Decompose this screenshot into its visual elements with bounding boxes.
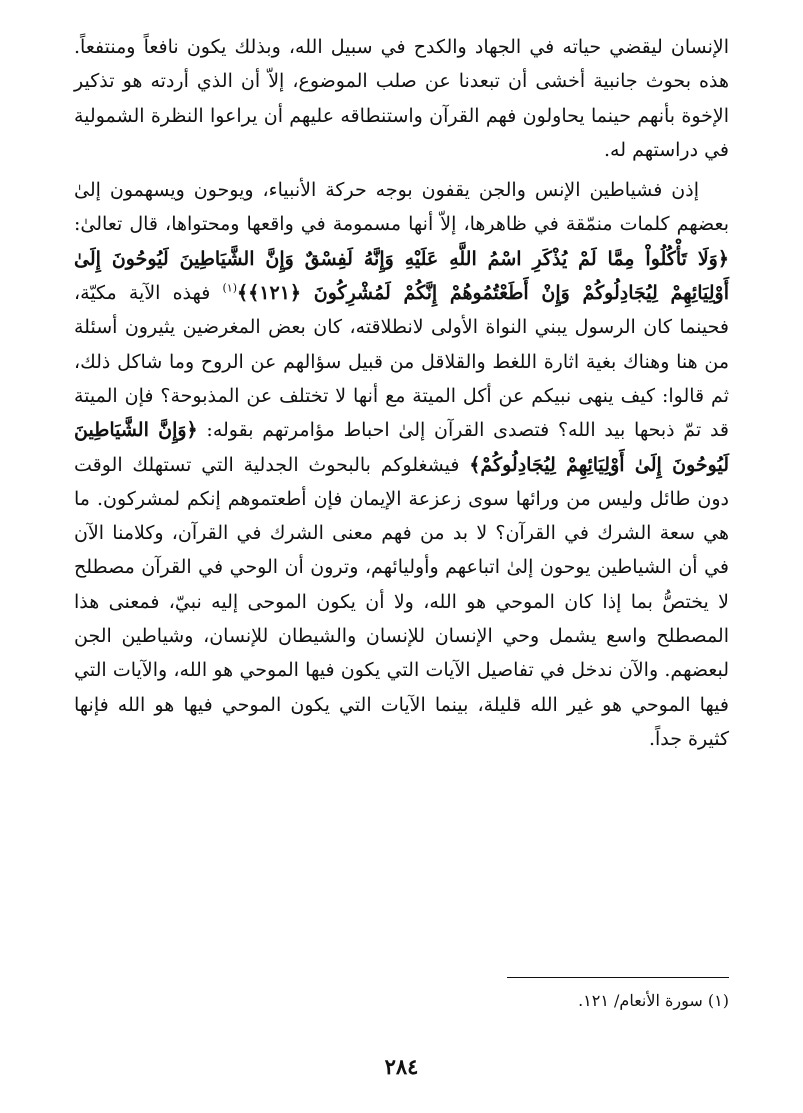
page-body <box>74 30 729 756</box>
paragraph-1: الإنسان ليقضي حياته في الجهاد والكدح في سبيل الله، وبذلك يكون نافعاً ومنتفعاً. هذه بحوث جانبية أخشى أن تبعدنا عن صلب الموضوع، إلاّ أن الذي أردته هو تذكير الإخوة بأنهم حينما يحاولون فهم القرآن واستنطاقه عليهم أن يراعوا النظرة الشمولية في دراستهم له. <box>74 36 729 161</box>
footnote-divider <box>507 977 729 978</box>
paragraph-2-text-a: إذن فشياطين الإنس والجن يقفون بوجه حركة الأنبياء، ويوحون ويسهمون إلىٰ بعضهم كلمات منمّقة في ظاهرها، إلاّ أنها مسمومة في واقعها ومحتواها، قال تعالىٰ: <box>74 179 729 236</box>
paragraph-2-text-c: فيشغلوكم بالبحوث الجدلية التي تستهلك الوقت دون طائل وليس من ورائها سوى زعزعة الإيمان فإن أطعتموهم إنكم لمشركون. ما هي سعة الشرك في القرآن؟ لا بد من فهم معنى الشرك في القرآن، وكلامنا الآن في أن الشياطين يوحون إلىٰ اتباعهم وأوليائهم، وترون أن الوحي في القرآن مصطلح لا يختصُّ بما إذا كان الموحي هو الله، ولا أن يكون الموحى إليه نبيّ، فمعنى هذا المصطلح واسع يشمل وحي الإنسان للإنسان والشيطان للإنسان، وشياطين الجن لبعضهم. والآن ندخل في تفاصيل الآيات التي يكون فيها الموحي هو الله، والآيات التي فيها الموحي هو غير الله قليلة، بينما الآيات التي يكون الموحي فيها هو الله فإنها كثيرة جداً. <box>74 453 729 750</box>
footnote: (١) سورة الأنعام/ ١٢١. <box>578 991 729 1010</box>
page-number: ٢٨٤ <box>384 1054 419 1079</box>
paragraph-2 <box>74 173 729 756</box>
footnote-reference: (١) <box>222 281 238 295</box>
quran-verse-1: ﴿وَلَا تَأْكُلُواْ مِمَّا لَمْ يُذْكَرِ اسْمُ اللَّهِ عَلَيْهِ وَإِنَّهُ لَفِسْقٌ وَإِنَّ الشَّيَاطِينَ لَيُوحُونَ إِلَىٰ أَوْلِيَائِهِمْ لِيُجَادِلُوكُمْ وَإِنْ أَطَعْتُمُوهُمْ إِنَّكُمْ لَمُشْرِكُونَ ﴿١٢١﴾﴾ <box>74 247 729 305</box>
quran-verse-2: ﴿وَإِنَّ الشَّيَاطِينَ لَيُوحُونَ إِلَىٰ أَوْلِيَائِهِمْ لِيُجَادِلُوكُمْ﴾ <box>74 419 729 476</box>
paragraph-2-text-b: فهذه الآية مكيّة، فحينما كان الرسول يبني النواة الأولى لانطلاقته، كان بعض المغرضين يثيرون أسئلة من هنا وهناك بغية اثارة اللغط والقلاقل من قبيل سؤالهم عن الروح وما شاكل ذلك، ثم قالوا: كيف ينهى نبيكم عن أكل الميتة مع أنها لا تختلف عن المذبوحة؟ فإن الميتة قد تمّ ذبحها بيد الله؟ فتصدى القرآن إلىٰ احباط مؤامرتهم بقوله: <box>74 282 730 442</box>
